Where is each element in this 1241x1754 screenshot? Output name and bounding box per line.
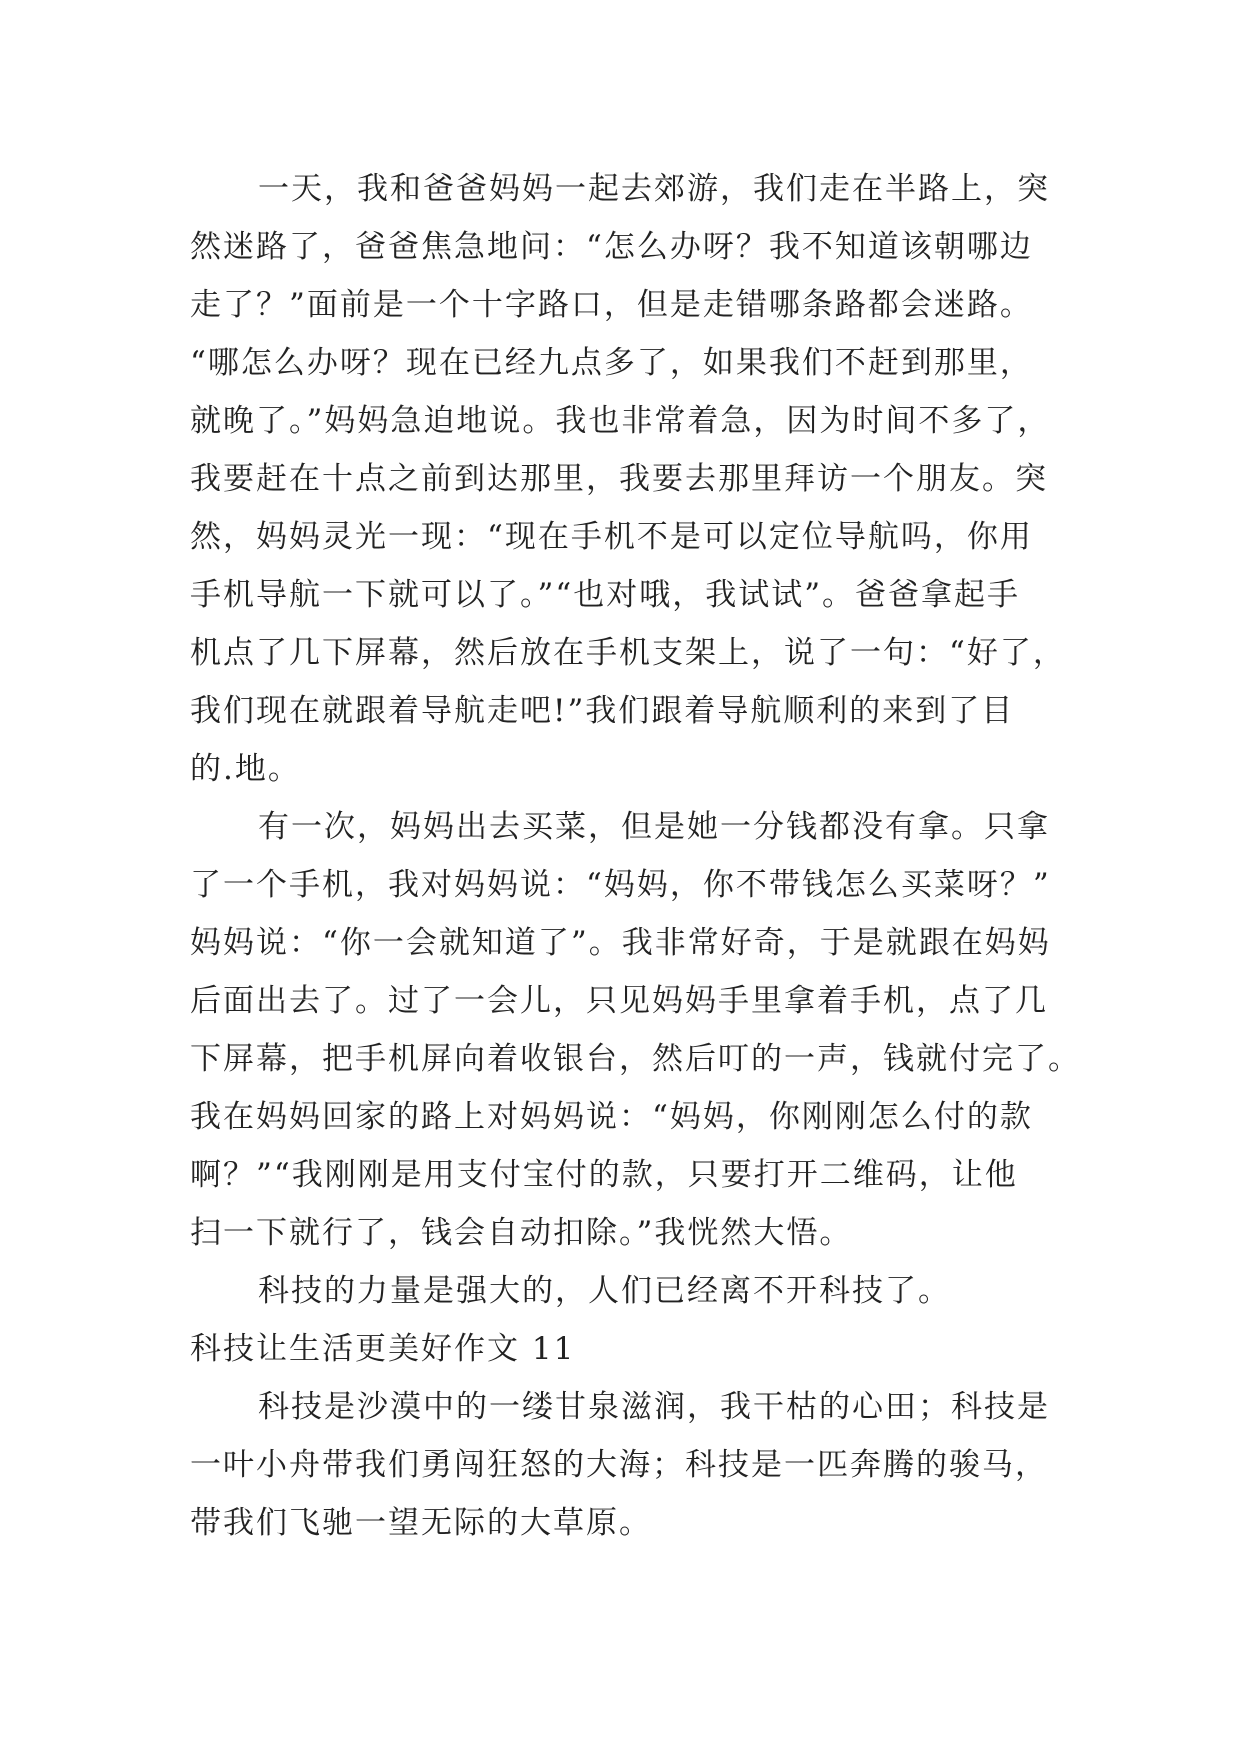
paragraph-line: 我要赶在十点之前到达那里，我要去那里拜访一个朋友。突 bbox=[190, 461, 1048, 497]
paragraph-line: 后面出去了。过了一会儿，只见妈妈手里拿着手机，点了几 bbox=[190, 983, 1048, 1019]
paragraph-line: 带我们飞驰一望无际的大草原。 bbox=[190, 1505, 652, 1541]
paragraph-2 bbox=[190, 798, 1081, 1262]
paragraph-line: 的.地。 bbox=[190, 751, 301, 787]
paragraph-line: 科技是沙漠中的一缕甘泉滋润，我干枯的心田；科技是 bbox=[258, 1389, 1050, 1425]
paragraph-line: 走了？”面前是一个十字路口，但是走错哪条路都会迷路。 bbox=[190, 287, 1033, 323]
paragraph-line: 就晚了。”妈妈急迫地说。我也非常着急，因为时间不多了， bbox=[190, 403, 1051, 439]
paragraph-line: 科技的力量是强大的，人们已经离不开科技了。 bbox=[258, 1273, 951, 1309]
paragraph-line: 有一次，妈妈出去买菜，但是她一分钱都没有拿。只拿 bbox=[258, 809, 1050, 845]
paragraph-line: 啊？”“我刚刚是用支付宝付的款，只要打开二维码，让他 bbox=[190, 1157, 1018, 1193]
paragraph-line: 机点了几下屏幕，然后放在手机支架上，说了一句：“好了， bbox=[190, 635, 1066, 671]
document-body bbox=[190, 160, 1081, 1552]
paragraph-line: 我们现在就跟着导航走吧!”我们跟着导航顺利的来到了目 bbox=[190, 693, 1015, 729]
paragraph-line: 然迷路了，爸爸焦急地问：“怎么办呀？我不知道该朝哪边 bbox=[190, 229, 1033, 265]
paragraph-4 bbox=[190, 1378, 1050, 1552]
paragraph-line: 一叶小舟带我们勇闯狂怒的大海；科技是一匹奔腾的骏马， bbox=[190, 1447, 1048, 1483]
paragraph-1 bbox=[190, 160, 1066, 798]
paragraph-line: 妈妈说：“你一会就知道了”。我非常好奇，于是就跟在妈妈 bbox=[190, 925, 1051, 961]
paragraph-line: “哪怎么办呀？现在已经九点多了，如果我们不赶到那里， bbox=[190, 345, 1033, 381]
paragraph-line: 下屏幕，把手机屏向着收银台，然后叮的一声，钱就付完了。 bbox=[190, 1041, 1081, 1077]
paragraph-line: 了一个手机，我对妈妈说：“妈妈，你不带钱怎么买菜呀？” bbox=[190, 867, 1051, 903]
paragraph-line: 然，妈妈灵光一现：“现在手机不是可以定位导航吗，你用 bbox=[190, 519, 1033, 555]
section-heading: 科技让生活更美好作文 11 bbox=[190, 1331, 576, 1367]
paragraph-line: 一天，我和爸爸妈妈一起去郊游，我们走在半路上，突 bbox=[258, 171, 1050, 207]
paragraph-line: 扫一下就行了，钱会自动扣除。”我恍然大悟。 bbox=[190, 1215, 853, 1251]
paragraph-3 bbox=[190, 1262, 1050, 1320]
paragraph-line: 我在妈妈回家的路上对妈妈说：“妈妈，你刚刚怎么付的款 bbox=[190, 1099, 1033, 1135]
paragraph-line: 手机导航一下就可以了。”“也对哦，我试试”。爸爸拿起手 bbox=[190, 577, 1021, 613]
